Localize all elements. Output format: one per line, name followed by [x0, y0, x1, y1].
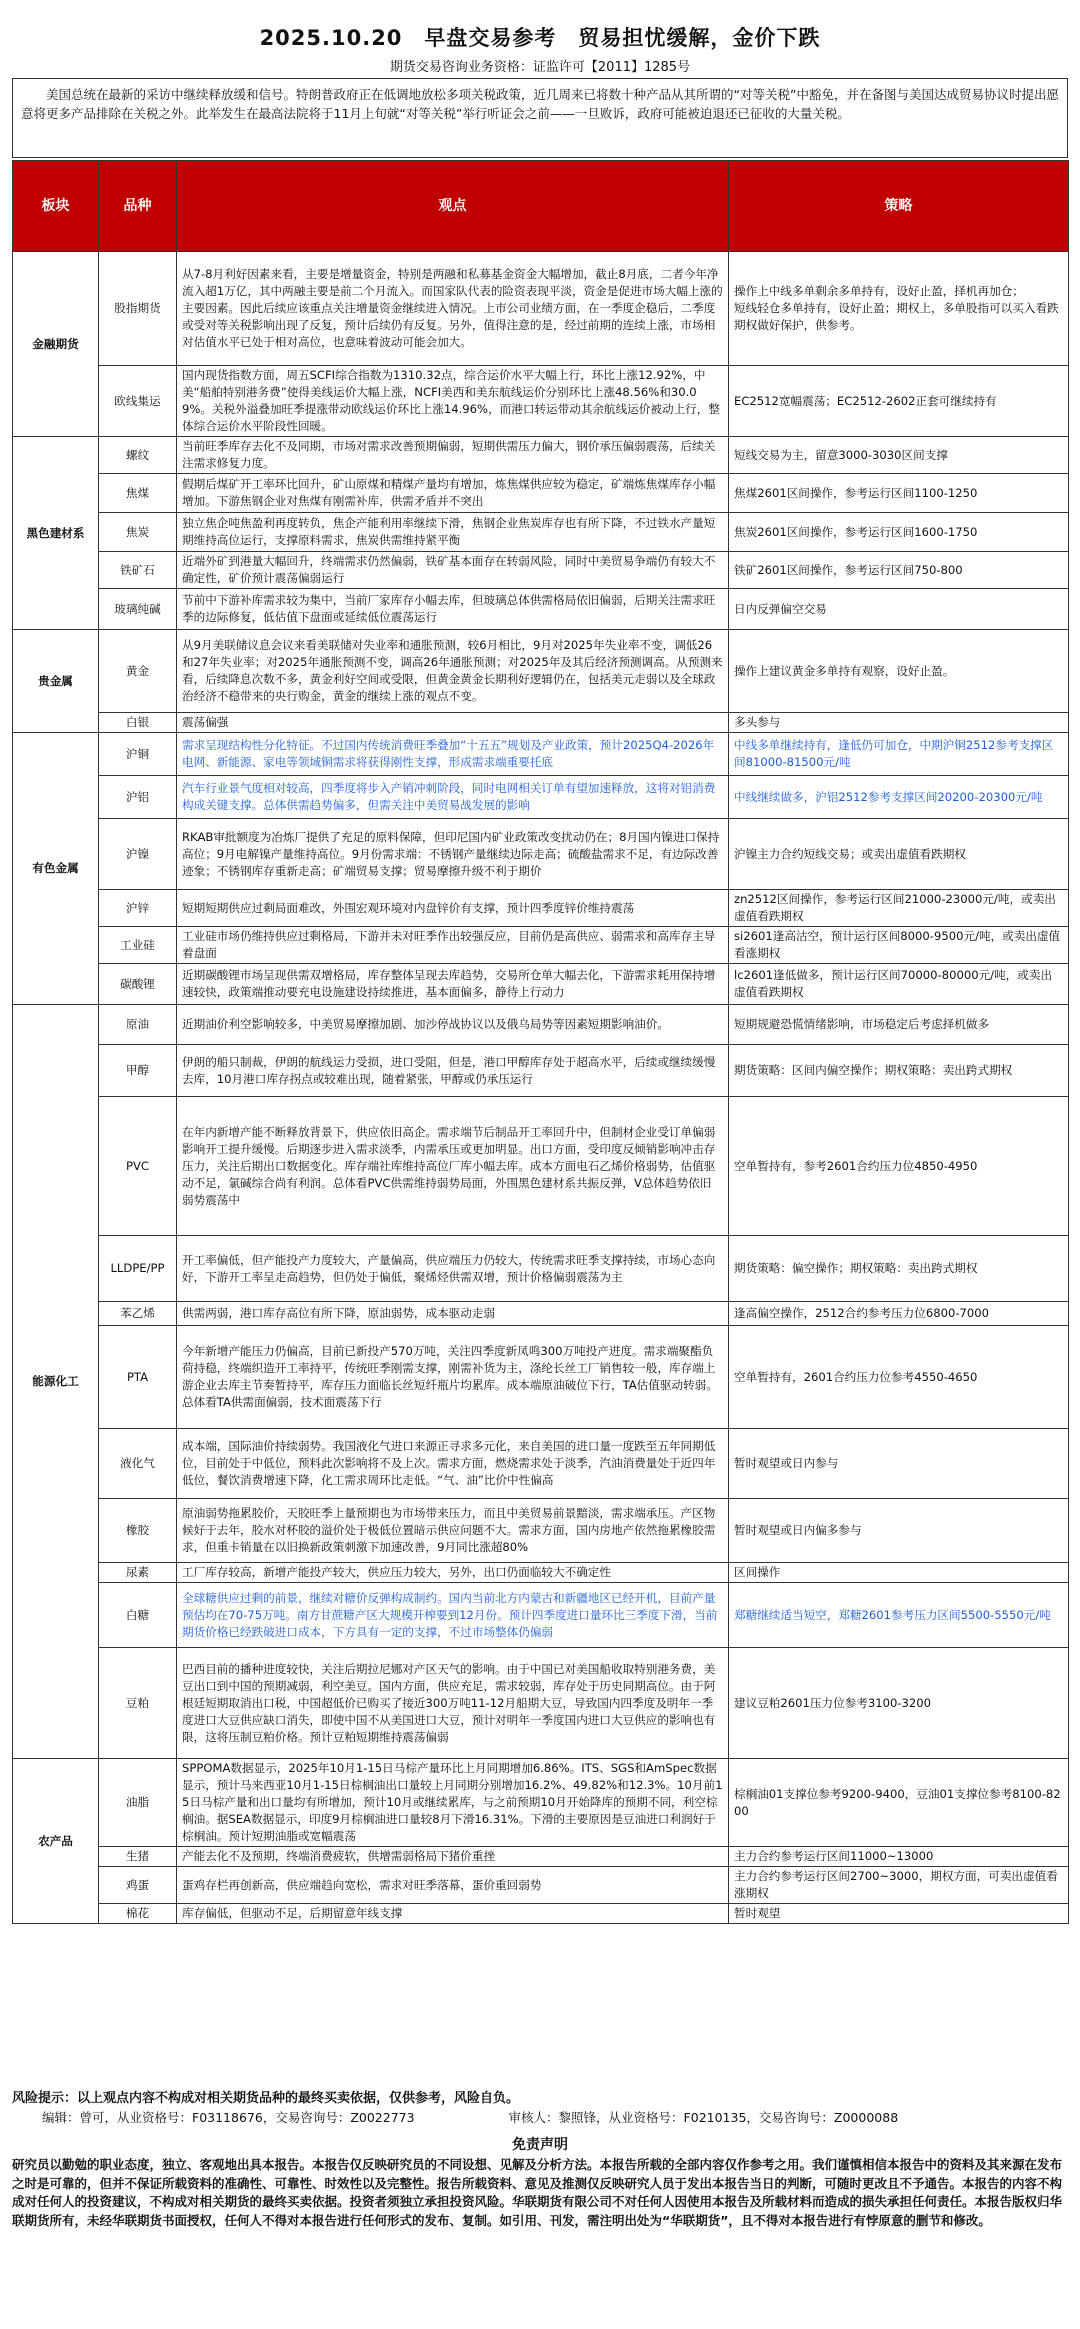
view-cell: 近期油价利空影响较多，中美贸易摩擦加剧、加沙停战协议以及俄乌局势等因素短期影响油价。 — [177, 1005, 729, 1045]
table-row — [13, 1045, 1069, 1097]
header-sector: 板块 — [13, 161, 99, 252]
sector-cell: 农产品 — [13, 1759, 99, 1924]
table-row — [13, 1904, 1069, 1924]
product-cell: 生猪 — [99, 1847, 177, 1867]
product-cell: 沪铜 — [99, 733, 177, 776]
table-row — [13, 1236, 1069, 1302]
strategy-cell: 主力合约参考运行区间11000~13000 — [729, 1847, 1069, 1867]
table-row — [13, 713, 1069, 733]
strategy-cell: 中线多单继续持有，逢低仍可加仓，中期沪铜2512参考支撑区间81000-81500元/吨 — [729, 733, 1069, 776]
strategy-cell: 主力合约参考运行区间2700~3000，期权方面，可卖出虚值看涨期权 — [729, 1867, 1069, 1904]
strategy-cell: 操作上建议黄金多单持有观察，设好止盈。 — [729, 630, 1069, 713]
view-cell: RKAB审批额度为冶炼厂提供了充足的原料保障，但印尼国内矿业政策改变扰动仍在；8月国内镍进口保持高位；9月电解镍产量维持高位。9月份需求端：不锈钢产量继续边际走高；硫酸盐需求不足，有边际改善迹象；不锈钢库存重新走高；矿端贸易支撑；贸易摩擦升级不利于期价 — [177, 819, 729, 890]
strategy-cell: 逢高偏空操作，2512合约参考压力位6800-7000 — [729, 1302, 1069, 1326]
table-row — [13, 1429, 1069, 1499]
table-row — [13, 1847, 1069, 1867]
table-row — [13, 1005, 1069, 1045]
strategy-cell: lc2601逢低做多，预计运行区间70000-80000元/吨，或卖出虚值看跌期权 — [729, 964, 1069, 1005]
strategy-cell: 区间操作 — [729, 1563, 1069, 1583]
product-cell: LLDPE/PP — [99, 1236, 177, 1302]
product-cell: 甲醇 — [99, 1045, 177, 1097]
table-row — [13, 890, 1069, 927]
product-cell: 橡胶 — [99, 1499, 177, 1563]
view-cell: 需求呈现结构性分化特征。不过国内传统消费旺季叠加“十五五”规划及产业政策，预计2025Q4-2026年电网、新能源、家电等领域铜需求将获得刚性支撑，形成需求端重要托底 — [177, 733, 729, 776]
view-cell: 全球糖供应过剩的前景，继续对糖价反弹构成制约。国内当前北方内蒙古和新疆地区已经开机，目前产量预估均在70-75万吨。南方甘蔗糖产区大规模开榨要到12月份。预计四季度进口量环比三季度下滑，当前期货价格已经跌破进口成本，下方具有一定的支撑，不过市场整体仍偏弱 — [177, 1583, 729, 1648]
view-cell: 震荡偏强 — [177, 713, 729, 733]
product-cell: 玻璃纯碱 — [99, 589, 177, 630]
table-row — [13, 927, 1069, 964]
table-row — [13, 733, 1069, 776]
strategy-cell: 建议豆粕2601压力位参考3100-3200 — [729, 1648, 1069, 1759]
strategy-cell: 中线继续做多，沪铝2512参考支撑区间20200-20300元/吨 — [729, 776, 1069, 819]
table-row — [13, 1867, 1069, 1904]
strategy-cell: 短期规避恐慌情绪影响，市场稳定后考虑择机做多 — [729, 1005, 1069, 1045]
table-row — [13, 513, 1069, 552]
product-cell: 尿素 — [99, 1563, 177, 1583]
table-row — [13, 1759, 1069, 1847]
strategy-cell: 暂时观望或日内偏多参与 — [729, 1499, 1069, 1563]
strategy-cell: 空单暂持有，参考2601合约压力位4850-4950 — [729, 1097, 1069, 1236]
view-cell: 国内现货指数方面，周五SCFI综合指数为1310.32点，综合运价水平大幅上行，环比上涨12.92%，中美“船舶特别港务费”使得美线运价大幅上涨，NCFI美西和美东航线运价分别环比上涨48.56%和30.09%。关税外溢叠加旺季提涨带动欧线运价环比上涨14.96%，而港口转运带动其余航线运价被动上行，整体综合运价水平阶段性回暖。 — [177, 366, 729, 437]
product-cell: 油脂 — [99, 1759, 177, 1847]
strategy-cell: 铁矿2601区间操作，参考运行区间750-800 — [729, 552, 1069, 589]
table-row — [13, 252, 1069, 366]
disclaimer-title: 免责声明 — [512, 2137, 568, 2153]
sector-cell: 有色金属 — [13, 733, 99, 1005]
product-cell: 棉花 — [99, 1904, 177, 1924]
editor-line — [12, 2108, 1068, 2126]
header-product: 品种 — [99, 161, 177, 252]
strategy-cell: 焦煤2601区间操作，参考运行区间1100-1250 — [729, 474, 1069, 513]
product-cell: 欧线集运 — [99, 366, 177, 437]
view-cell: 工厂库存较高，新增产能投产较大，供应压力较大，另外，出口仍面临较大不确定性 — [177, 1563, 729, 1583]
view-cell: 短期短期供应过剩局面难改，外围宏观环境对内盘锌价有支撑，预计四季度锌价维持震荡 — [177, 890, 729, 927]
sector-cell: 能源化工 — [13, 1005, 99, 1759]
table-header-row — [13, 161, 1069, 252]
table-row — [13, 1583, 1069, 1648]
strategy-cell: EC2512宽幅震荡；EC2512-2602正套可继续持有 — [729, 366, 1069, 437]
product-cell: 工业硅 — [99, 927, 177, 964]
table-row — [13, 589, 1069, 630]
table-row — [13, 1097, 1069, 1236]
reviewer-info: 审核人：黎照锋，从业资格号：F0210135，交易咨询号：Z0000088 — [508, 2110, 899, 2125]
sector-cell: 金融期货 — [13, 252, 99, 437]
view-cell: SPPOMA数据显示，2025年10月1-15日马棕产量环比上月同期增加6.86%。ITS、SGS和AmSpec数据显示，预计马来西亚10月1-15日棕榈油出口量较上月同期分别增加16.2%、49.82%和12.3%。10月前15日马棕产量和出口量均有所增加，预计10月或继续累库，与之前预期10月开始降库的预期不同，利空棕榈油。据SEA数据显示，印度9月棕榈油进口量较8月下滑16.31%。下滑的主要原因是豆油进口利润好于棕榈油。预计短期油脂或宽幅震荡 — [177, 1759, 729, 1847]
header-view: 观点 — [177, 161, 729, 252]
strategy-cell: 期货策略：区间内偏空操作；期权策略：卖出跨式期权 — [729, 1045, 1069, 1097]
product-cell: 黄金 — [99, 630, 177, 713]
disclaimer-text: 研究员以勤勉的职业态度，独立、客观地出具本报告。本报告仅反映研究员的不同设想、见解及分析方法。本报告所载的全部内容仅作参考之用。我们谨慎相信本报告中的资料及其来源在发布之时是可靠的，但并不保证所载资料的准确性、可靠性、时效性以及完整性。报告所载资料、意见及推测仅反映研究人员于发出本报告当日的判断，可随时更改且不予通告。本报告的内容不构成对任何人的投资建议，不构成对相关期货的最终买卖依据。投资者须独立承担投资风险。华联期货有限公司不对任何人因使用本报告及所载材料而造成的损失承担任何责任。本报告版权归华联期货所有，未经华联期货书面授权，任何人不得对本报告进行任何形式的发布、复制。如引用、刊发，需注明出处为“华联期货”，且不得对本报告进行有悖原意的删节和修改。 — [12, 2157, 1063, 2228]
table-row — [13, 776, 1069, 819]
product-cell: 沪锌 — [99, 890, 177, 927]
strategy-cell: 棕榈油01支撑位参考9200-9400，豆油01支撑位参考8100-8200 — [729, 1759, 1069, 1847]
view-cell: 从9月美联储议息会议来看美联储对失业率和通胀预测，较6月相比，9月对2025年失业率不变，调低26和27年失业率；对2025年通胀预测不变，调高26年通胀预测；对2025年及其后经济预测调高。从预测来看，后续降息次数不多，黄金利好空间或受限，但黄金黄金长期利好逻辑仍在，包括美元走弱以及全球政治经济不稳带来的央行购金，黄金的继续上涨的观点不变。 — [177, 630, 729, 713]
view-cell: 供需两弱，港口库存高位有所下降，原油弱势，成本驱动走弱 — [177, 1302, 729, 1326]
product-cell: 铁矿石 — [99, 552, 177, 589]
table-row — [13, 819, 1069, 890]
strategy-cell: 操作上中线多单剩余多单持有，设好止盈，择机再加仓； 短线轻仓多单持有，设好止盈；期权上，多单股指可以买入看跌期权做好保护，供参考。 — [729, 252, 1069, 366]
table-row — [13, 552, 1069, 589]
product-cell: 焦炭 — [99, 513, 177, 552]
product-cell: 鸡蛋 — [99, 1867, 177, 1904]
product-cell: 碳酸锂 — [99, 964, 177, 1005]
view-cell: 独立焦企吨焦盈利再度转负，焦企产能利用率继续下滑，焦钢企业焦炭库存也有所下降，不过铁水产量短期维持高位运行，支撑原料需求，焦炭供需维持紧平衡 — [177, 513, 729, 552]
view-cell: 近端外矿到港量大幅回升，终端需求仍然偏弱，铁矿基本面存在转弱风险，同时中美贸易争端仍有较大不确定性，矿价预计震荡偏弱运行 — [177, 552, 729, 589]
strategy-cell: zn2512区间操作，参考运行区间21000-23000元/吨，或卖出虚值看跌期权 — [729, 890, 1069, 927]
table-row — [13, 1563, 1069, 1583]
table-row — [13, 474, 1069, 513]
strategy-cell: 暂时观望 — [729, 1904, 1069, 1924]
view-cell: 工业硅市场仍维持供应过剩格局，下游并未对旺季作出较强反应，目前仍是高供应、弱需求和高库存主导着盘面 — [177, 927, 729, 964]
table-body — [13, 252, 1069, 1924]
header-strategy: 策略 — [729, 161, 1069, 252]
view-cell: 伊朗的船只制裁，伊朗的航线运力受损，进口受阻，但是，港口甲醇库存处于超高水平，后续或继续缓慢去库，10月港口库存拐点或较难出现，随着紧张，甲醇或仍承压运行 — [177, 1045, 729, 1097]
view-cell: 今年新增产能压力仍偏高，目前已新投产570万吨，关注四季度新凤鸣300万吨投产进度。需求端聚酯负荷持稳，终端织造开工率持平，传统旺季刚需支撑，刚需补货为主，涤纶长丝工厂销售较一般，库存端上游企业去库主节奏暂持平，库存压力面临长丝短纤瓶片均累库。成本端原油破位下行，TA估值驱动转弱。总体看TA供需面偏弱，技术面震荡下行 — [177, 1326, 729, 1429]
table-row — [13, 437, 1069, 474]
view-cell: 产能去化不及预期，终端消费疲软，供增需弱格局下猪价重挫 — [177, 1847, 729, 1867]
strategy-cell: 短线交易为主，留意3000-3030区间支撑 — [729, 437, 1069, 474]
strategy-cell: 多头参与 — [729, 713, 1069, 733]
risk-notice: 风险提示：以上观点内容不构成对相关期货品种的最终买卖依据，仅供参考，风险自负。 — [12, 2091, 520, 2106]
view-cell: 成本端，国际油价持续弱势。我国液化气进口来源正寻求多元化，来自美国的进口量一度跌至五年同期低位，目前处于中低位，预料此次影响将不及上次。需求方面，燃烧需求处于淡季，汽油消费量处于近四年低位，餐饮消费增速下降，化工需求周环比走低。“气、油”比价中性偏高 — [177, 1429, 729, 1499]
product-cell: 螺纹 — [99, 437, 177, 474]
view-cell: 巴西目前的播种进度较快，关注后期拉尼娜对产区天气的影响。由于中国已对美国船收取特别港务费，美豆出口到中国的预期减弱，利空美豆。国内方面，供应充足，需求较弱，库存处于历史同期高位。由于阿根廷短期取消出口税，中国超低价已购买了接近300万吨11-12月船期大豆，导致国内四季度及明年一季度进口大豆供应缺口消失，即使中国不从美国进口大豆，预计对明年一季度国内进口大豆供应的影响也有限，这将压制豆粕价格。预计豆粕短期维持震荡偏弱 — [177, 1648, 729, 1759]
product-cell: 沪镍 — [99, 819, 177, 890]
view-cell: 原油弱势拖累胶价，天胶旺季上量预期也为市场带来压力，而且中美贸易前景黯淡，需求端承压。产区物候好于去年，胶水对杯胶的溢价处于极低位置暗示供应问题不大。需求方面，国内房地产依然拖累橡胶需求，但重卡销量在以旧换新政策刺激下加速改善，9月同比涨超80% — [177, 1499, 729, 1563]
strategy-cell: si2601逢高沽空，预计运行区间8000-9500元/吨，或卖出虚值看涨期权 — [729, 927, 1069, 964]
view-cell: 在年内新增产能不断释放背景下，供应依旧高企。需求端节后制品开工率回升中，但制材企业受订单偏弱影响开工提升缓慢。后期逐步进入需求淡季，内需承压或更加明显。出口方面，受印度反倾销影响冲击存压力，关注后期出口数据变化。库存端社库维持高位厂库小幅去库。成本方面电石乙烯价格弱势，估值驱动不足，氯碱综合尚有利润。总体看PVC供需维持弱势局面，外围黑色建材系共振反弹，V总体趋势依旧弱势震荡中 — [177, 1097, 729, 1236]
product-cell: 股指期货 — [99, 252, 177, 366]
table-row — [13, 1648, 1069, 1759]
view-cell: 从7-8月利好因素来看，主要是增量资金，特别是两融和私募基金资金大幅增加，截止8月底，二者今年净流入超1万亿，其中两融主要是前二个月流入。而国家队代表的险资表现平淡，资金是促进市场大幅上涨的主要因素。因此后续应该重点关注增量资金继续进入情况。上市公司业绩方面，在一季度企稳后，二季度或受对等关税影响出现了反复，预计后续仍有反复。另外，值得注意的是，经过前期的连续上涨，市场相对估值水平已处于相对高位，也意味着波动可能会加大。 — [177, 252, 729, 366]
intro-paragraph: 美国总统在最新的采访中继续释放缓和信号。特朗普政府正在低调地放松多项关税政策，近几周来已将数十种产品从其所谓的“对等关税”中豁免，并在备图与美国达成贸易协议时提出愿意将更多产品排除在关税之外。此举发生在最高法院将于11月上旬就“对等关税”举行听证会之前——一旦败诉，政府可能被迫退还已征收的大量关税。 — [12, 78, 1068, 158]
table-row — [13, 1302, 1069, 1326]
strategy-cell: 日内反弹偏空交易 — [729, 589, 1069, 630]
view-cell: 汽车行业景气度相对较高，四季度将步入产销冲刺阶段，同时电网相关订单有望加速释放，这将对铝消费构成关键支撑。总体供需趋势偏多，但需关注中美贸易战发展的影响 — [177, 776, 729, 819]
table-row — [13, 1326, 1069, 1429]
table-row — [13, 964, 1069, 1005]
table-row — [13, 1499, 1069, 1563]
strategy-cell: 暂时观望或日内参与 — [729, 1429, 1069, 1499]
product-cell: 原油 — [99, 1005, 177, 1045]
table-row — [13, 630, 1069, 713]
strategy-table — [12, 160, 1069, 1924]
view-cell: 当前旺季库存去化不及同期，市场对需求改善预期偏弱，短期供需压力偏大，钢价承压偏弱震荡，后续关注需求修复力度。 — [177, 437, 729, 474]
sector-cell: 贵金属 — [13, 630, 99, 733]
strategy-cell: 沪镍主力合约短线交易；或卖出虚值看跌期权 — [729, 819, 1069, 890]
product-cell: 豆粕 — [99, 1648, 177, 1759]
product-cell: PVC — [99, 1097, 177, 1236]
strategy-cell: 郑糖继续适当短空，郑糖2601参考压力区间5500-5550元/吨 — [729, 1583, 1069, 1648]
view-cell: 假期后煤矿开工率环比回升，矿山原煤和精煤产量均有增加，炼焦煤供应较为稳定，矿端炼焦煤库存小幅增加。下游焦钢企业对焦煤有刚需补库，供需矛盾并不突出 — [177, 474, 729, 513]
product-cell: 白银 — [99, 713, 177, 733]
product-cell: 焦煤 — [99, 474, 177, 513]
strategy-cell: 期货策略：偏空操作；期权策略：卖出跨式期权 — [729, 1236, 1069, 1302]
table-row — [13, 366, 1069, 437]
report-title: 2025.10.20 早盘交易参考 贸易担忧缓解，金价下跌 — [259, 26, 821, 50]
product-cell: 液化气 — [99, 1429, 177, 1499]
editor-info: 编辑：曾可，从业资格号：F03118676，交易咨询号：Z0022773 — [42, 2110, 415, 2125]
strategy-cell: 空单暂持有，2601合约压力位参考4550-4650 — [729, 1326, 1069, 1429]
view-cell: 开工率偏低，但产能投产力度较大，产量偏高，供应端压力仍较大，传统需求旺季支撑持续，市场心态向好，下游开工率呈走高趋势，但仍处于偏低，聚烯烃供需双增，预计价格偏弱震荡为主 — [177, 1236, 729, 1302]
view-cell: 近期碳酸锂市场呈现供需双增格局，库存整体呈现去库趋势，交易所仓单大幅去化，下游需求耗用保持增速较快，政策端推动要充电设施建设持续推进，基本面偏多，静待上行动力 — [177, 964, 729, 1005]
product-cell: 沪铝 — [99, 776, 177, 819]
sector-cell: 黑色建材系 — [13, 437, 99, 630]
product-cell: 白糖 — [99, 1583, 177, 1648]
product-cell: PTA — [99, 1326, 177, 1429]
product-cell: 苯乙烯 — [99, 1302, 177, 1326]
view-cell: 蛋鸡存栏再创新高，供应端趋向宽松，需求对旺季落幕，蛋价重回弱势 — [177, 1867, 729, 1904]
view-cell: 库存偏低，但驱动不足，后期留意年线支撑 — [177, 1904, 729, 1924]
license-line: 期货交易咨询业务资格：证监许可【2011】1285号 — [389, 60, 691, 75]
strategy-cell: 焦炭2601区间操作，参考运行区间1600-1750 — [729, 513, 1069, 552]
view-cell: 节前中下游补库需求较为集中，当前厂家库存小幅去库，但玻璃总体供需格局依旧偏弱，后期关注需求旺季的边际修复，低估值下盘面或延续低位震荡运行 — [177, 589, 729, 630]
